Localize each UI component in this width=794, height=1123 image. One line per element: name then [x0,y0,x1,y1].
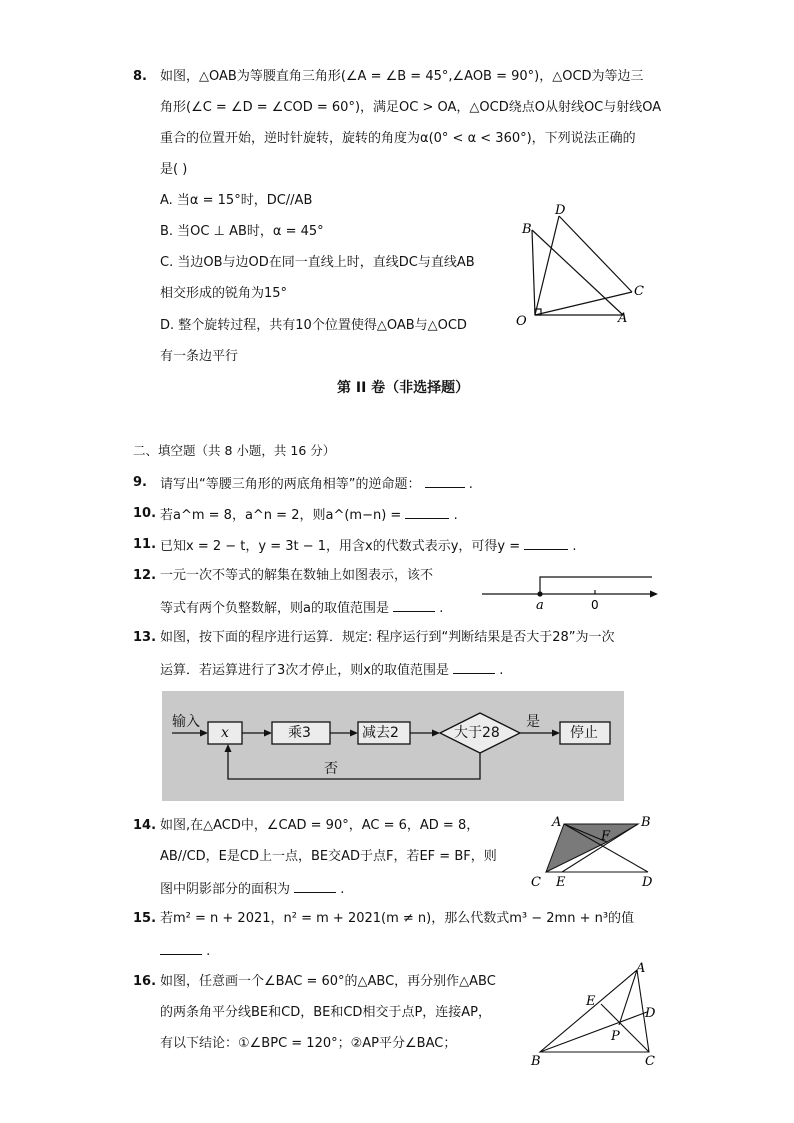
q8-number: 8. [133,69,147,84]
q14-answer-blank[interactable] [294,879,336,893]
q14-label-e: E [556,875,566,890]
q14-label-b: B [641,815,651,830]
flow-condition-diamond: 大于28 [454,725,500,741]
q11-answer-blank[interactable] [524,536,568,550]
q10-question [160,505,458,525]
flow-x-box: x [221,725,229,741]
q14-label-d: D [642,875,653,890]
q10-number: 10. [133,506,157,521]
q12-number: 12. [133,568,157,583]
q9-end: . [468,477,473,492]
q16-figure [525,960,665,1070]
q14-number: 14. [133,818,157,833]
q13-line1: 如图，按下面的程序进行运算．规定: 程序运行到“判断结果是否大于28”为一次 [160,630,615,645]
q12-number-line [480,570,665,615]
q16-line2: 的两条角平分线BE和CD，BE和CD相交于点P，连接AP， [160,1005,492,1020]
q8-line2: 角形(∠C = ∠D = ∠COD = 60°)，满足OC > OA，△OCD绕点O从射线OC与射线OA [160,100,662,115]
q14-end: . [340,882,345,897]
q14-label-f: F [601,829,611,844]
q15-number: 15. [133,911,157,926]
flow-subtract-box: 减去2 [362,725,399,741]
q15-line2 [160,941,210,961]
q15-line1: 若m² = n + 2021，n² = m + 2021(m ≠ n)，那么代数式m³ − 2mn + n³的值 [160,911,635,926]
q13-end: . [499,663,504,678]
q8-line3: 重合的位置开始，逆时针旋转，旋转的角度为α(0° < α < 360°)，下列说法正确的 [160,131,636,146]
q8-option-c-line2: 相交形成的锐角为15° [160,286,288,301]
q8-label-c: C [634,284,644,299]
section-fill-in-header: 二、填空题（共 8 小题，共 16 分） [133,443,336,458]
q14-line2: AB//CD，E是CD上一点，BE交AD于点F，若EF = BF，则 [160,849,497,864]
q8-option-d-line2: 有一条边平行 [160,349,239,364]
q13-number: 13. [133,630,157,645]
q14-line3-text: 图中阴影部分的面积为 [160,882,291,897]
q16-label-b: B [531,1054,541,1069]
q9-question [160,474,473,494]
q12-axis-a-label: a [536,598,544,613]
q12-end: . [439,601,444,616]
q8-option-a: A. 当α = 15°时，DC//AB [160,193,313,208]
flow-no-label: 否 [324,761,338,777]
q14-figure [525,812,665,892]
q8-line4: 是( ) [160,162,188,177]
q16-label-e: E [586,994,596,1009]
q16-label-p: P [611,1029,620,1044]
q14-line3 [160,879,344,899]
q11-number: 11. [133,537,157,552]
q8-label-o: O [516,314,527,329]
q8-option-c-line1: C. 当边OB与边OD在同一直线上时，直线DC与直线AB [160,255,475,270]
q14-label-c: C [531,875,541,890]
q16-label-d: D [645,1006,656,1021]
q14-line1: 如图,在△ACD中，∠CAD = 90°，AC = 6，AD = 8， [160,818,480,833]
q12-line1: 一元一次不等式的解集在数轴上如图表示，该不 [160,568,434,583]
q8-label-b: B [522,222,532,237]
q11-text: 已知x = 2 − t，y = 3t − 1，用含x的代数式表示y，可得y = [160,539,521,554]
q8-label-a: A [618,311,628,326]
q8-line1: 如图，△OAB为等腰直角三角形(∠A = ∠B = 45°,∠AOB = 90°)，△OCD为等边三 [160,69,644,84]
q16-line3: 有以下结论：①∠BPC = 120°；②AP平分∠BAC； [160,1036,457,1051]
q16-label-c: C [645,1054,655,1069]
q9-text: 请写出“等腰三角形的两底角相等”的逆命题： [160,477,421,492]
q10-end: . [453,508,458,523]
part2-title: 第 II 卷（非选择题） [337,380,470,396]
q10-answer-blank[interactable] [405,505,449,519]
flow-stop-box: 停止 [570,725,598,741]
q8-figure [510,200,660,335]
flow-input-label: 输入 [172,714,200,730]
q15-answer-blank[interactable] [160,941,202,955]
q10-text: 若a^m = 8，a^n = 2，则a^(m−n) = [160,508,402,523]
q16-label-a: A [636,961,646,976]
q11-question [160,536,577,556]
q9-number: 9. [133,475,147,490]
flow-multiply-box: 乘3 [288,725,311,741]
q13-line2-text: 运算．若运算进行了3次才停止，则x的取值范围是 [160,663,449,678]
q8-option-d-line1: D. 整个旋转过程，共有10个位置使得△OAB与△OCD [160,318,467,333]
q12-answer-blank[interactable] [393,598,435,612]
q8-label-d: D [555,203,566,218]
q14-label-a: A [552,815,562,830]
q13-answer-blank[interactable] [453,660,495,674]
q16-number: 16. [133,974,157,989]
q12-line2-text: 等式有两个负整数解，则a的取值范围是 [160,601,389,616]
q13-flowchart [162,691,624,801]
q16-line1: 如图，任意画一个∠BAC = 60°的△ABC，再分别作△ABC [160,974,496,989]
q9-answer-blank[interactable] [425,474,465,488]
q11-end: . [572,539,577,554]
q15-end: . [206,944,211,959]
q12-axis-zero-label: 0 [591,598,599,612]
q13-line2 [160,660,503,680]
q8-option-b: B. 当OC ⊥ AB时，α = 45° [160,224,324,239]
flow-yes-label: 是 [526,714,540,730]
q12-line2 [160,598,443,618]
